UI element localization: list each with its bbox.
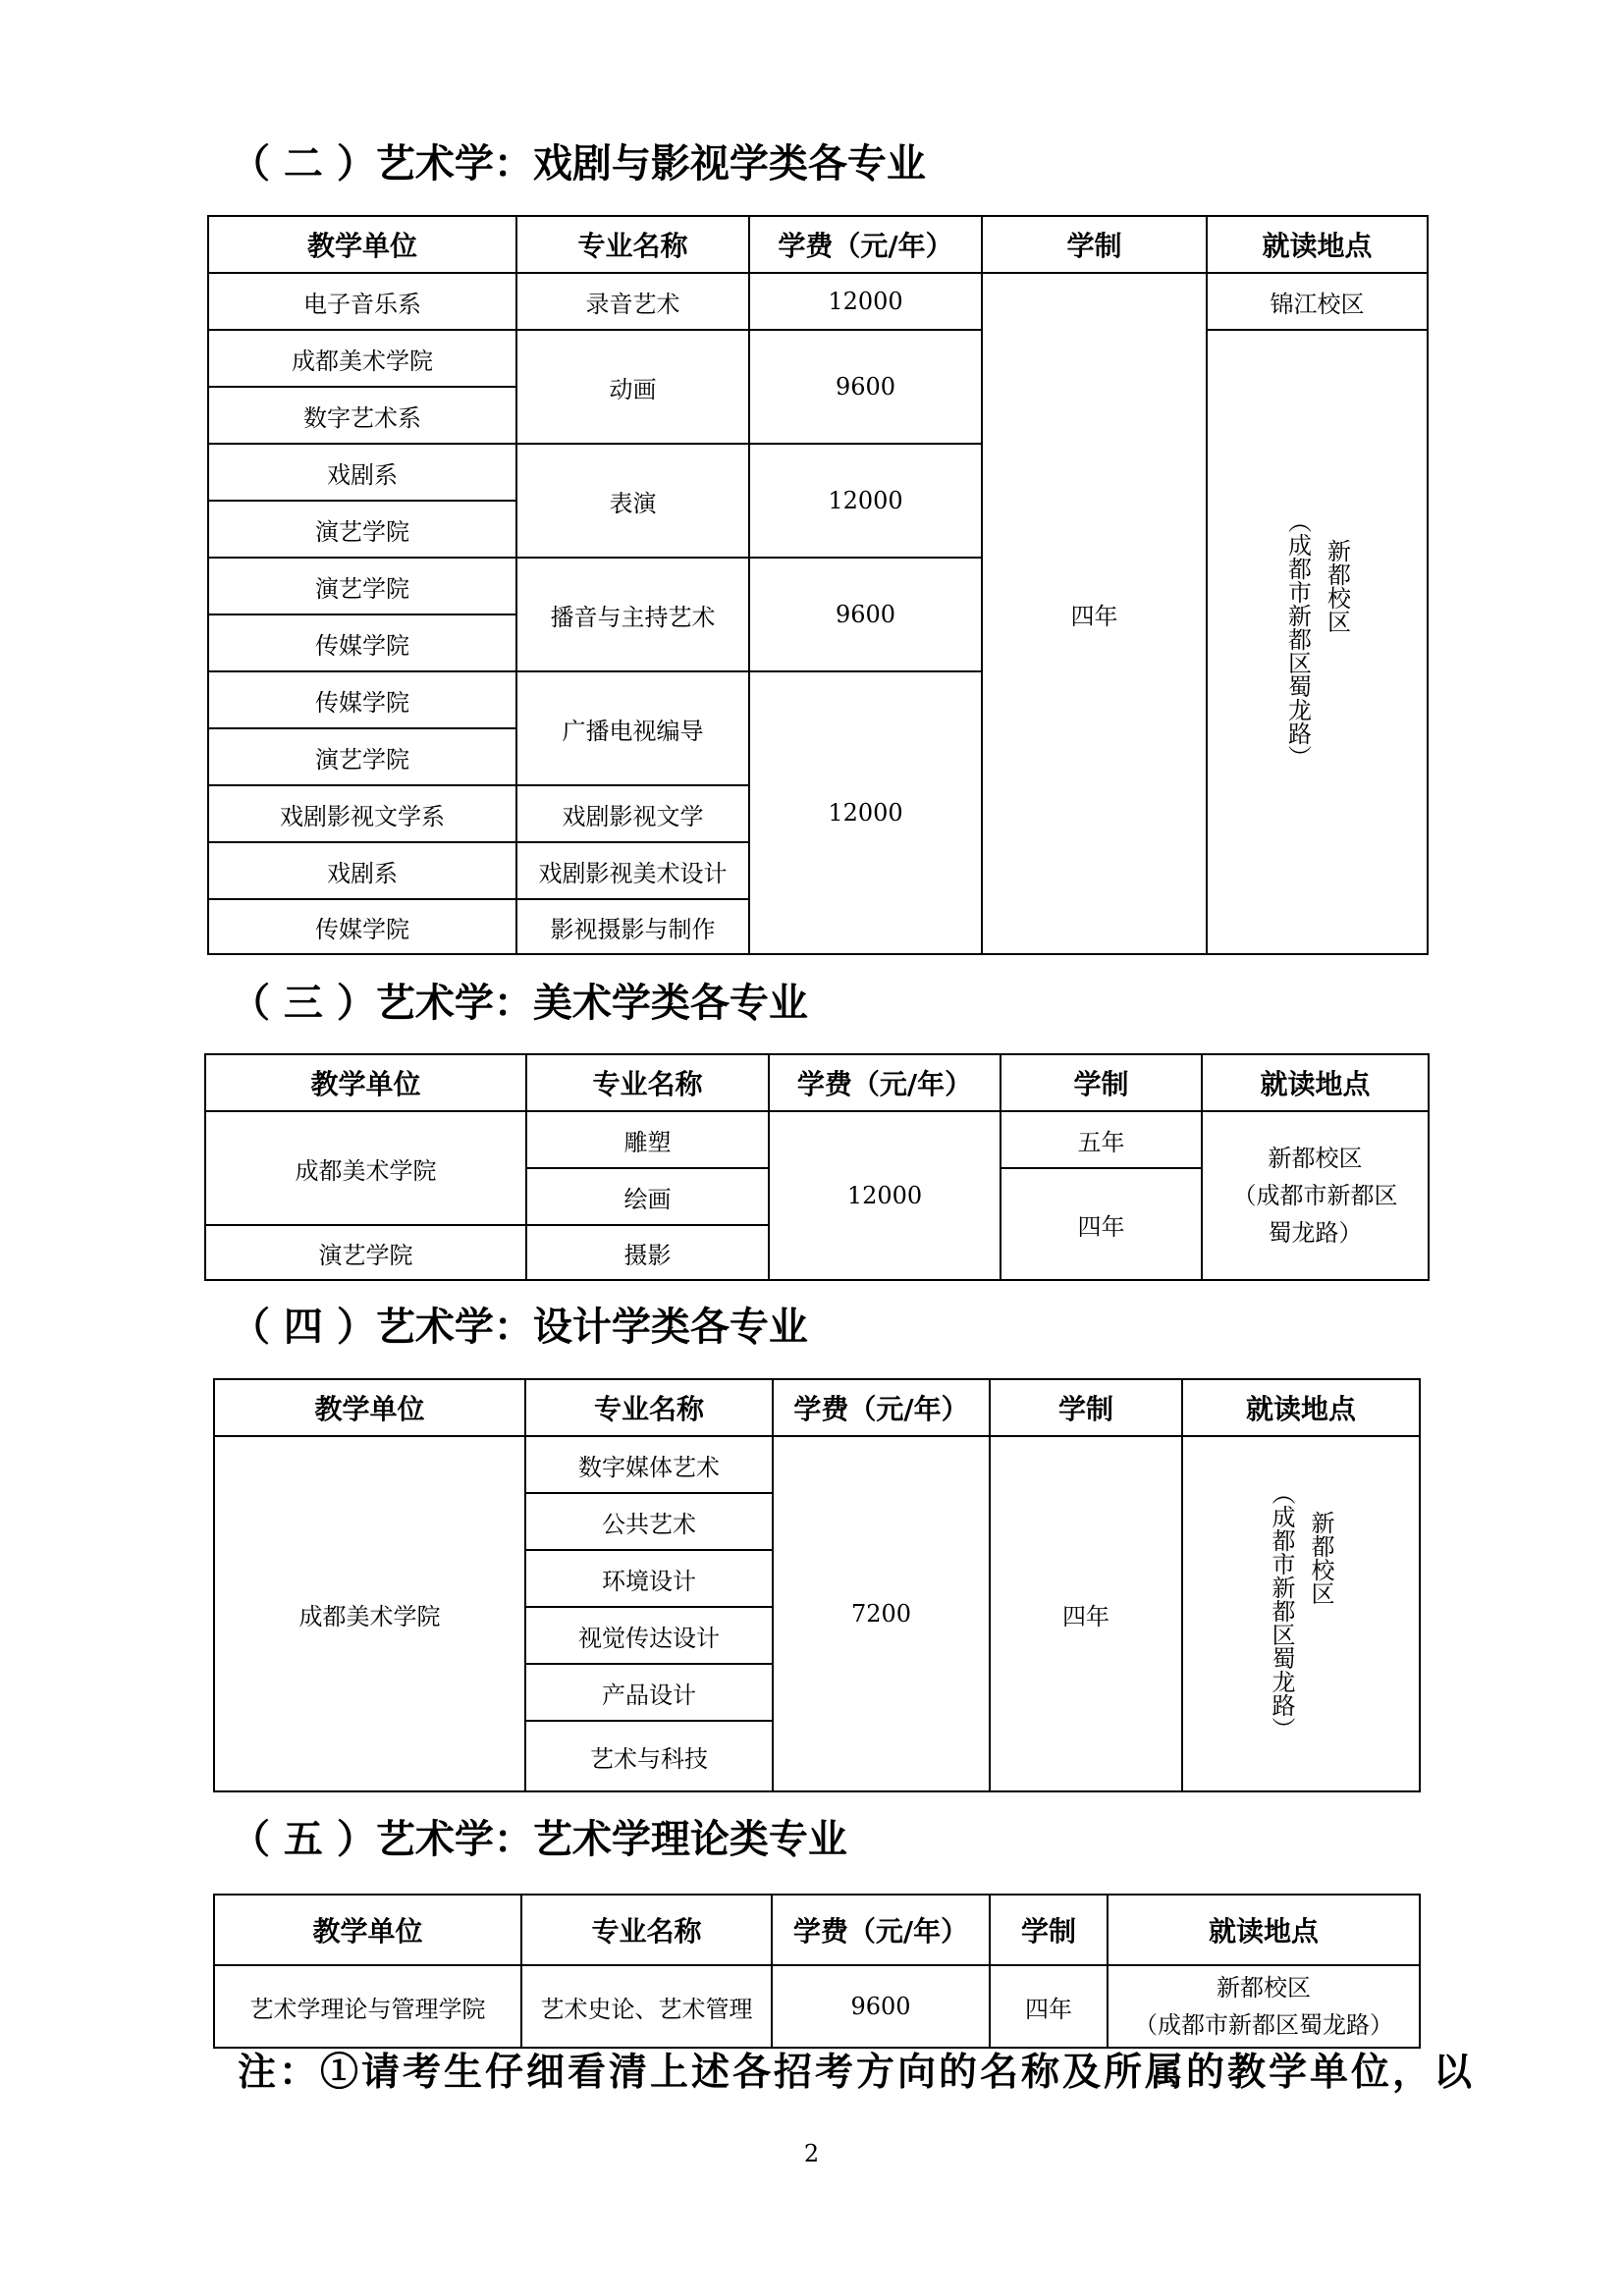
table-cell-unit: 戏剧系 <box>208 842 516 899</box>
table-cell-major: 视觉传达设计 <box>525 1607 773 1664</box>
table-cell-major: 戏剧影视文学 <box>516 785 749 842</box>
header-major: 专业名称 <box>516 216 749 273</box>
table-cell-fee: 9600 <box>749 558 982 671</box>
table-cell-duration: 四年 <box>990 1965 1108 2048</box>
header-unit: 教学单位 <box>214 1379 525 1436</box>
table-cell-major: 数字媒体艺术 <box>525 1436 773 1493</box>
table-cell-unit: 电子音乐系 <box>208 273 516 330</box>
table-cell-unit: 传媒学院 <box>208 614 516 671</box>
header-fee: 学费（元/年） <box>772 1895 990 1965</box>
table-cell-unit: 演艺学院 <box>208 728 516 785</box>
table-cell-major: 戏剧影视美术设计 <box>516 842 749 899</box>
table-fine-arts <box>204 1053 1430 1281</box>
section-title-2: （ 二 ）艺术学：戏剧与影视学类各专业 <box>231 141 926 187</box>
table-cell-fee: 12000 <box>749 444 982 558</box>
header-major: 专业名称 <box>521 1895 772 1965</box>
header-location: 就读地点 <box>1207 216 1428 273</box>
header-location: 就读地点 <box>1182 1379 1420 1436</box>
table-cell-duration: 五年 <box>1001 1111 1202 1168</box>
table-cell-unit: 传媒学院 <box>208 899 516 954</box>
table-drama-film <box>207 215 1429 955</box>
table-cell-unit: 戏剧影视文学系 <box>208 785 516 842</box>
header-fee: 学费（元/年） <box>749 216 982 273</box>
location-address: （成都市新都区蜀龙路） <box>1283 509 1312 769</box>
page-number: 2 <box>803 2140 820 2167</box>
header-duration: 学制 <box>982 216 1207 273</box>
table-cell-major: 雕塑 <box>526 1111 769 1168</box>
header-duration: 学制 <box>1001 1054 1202 1111</box>
table-cell-major: 影视摄影与制作 <box>516 899 749 954</box>
table-cell-location <box>1108 1965 1420 2048</box>
location-line: 蜀龙路） <box>1268 1219 1363 1247</box>
table-cell-major: 公共艺术 <box>525 1493 773 1550</box>
section-title-5: （ 五 ）艺术学：艺术学理论类专业 <box>231 1817 847 1862</box>
table-cell-major: 摄影 <box>526 1225 769 1280</box>
table-cell-major: 产品设计 <box>525 1664 773 1721</box>
table-cell-major: 动画 <box>516 330 749 444</box>
table-cell-unit: 成都美术学院 <box>205 1111 526 1225</box>
table-cell-fee: 9600 <box>749 330 982 444</box>
table-design <box>213 1378 1421 1792</box>
table-cell-location: 锦江校区 <box>1207 273 1428 330</box>
table-cell-major: 广播电视编导 <box>516 671 749 785</box>
header-fee: 学费（元/年） <box>773 1379 990 1436</box>
table-cell-duration: 四年 <box>982 273 1207 954</box>
table-cell-unit: 演艺学院 <box>205 1225 526 1280</box>
table-cell-major: 环境设计 <box>525 1550 773 1607</box>
header-duration: 学制 <box>990 1379 1182 1436</box>
location-campus: 新都校区 <box>1307 1511 1334 1605</box>
location-campus: 新都校区 <box>1323 539 1351 633</box>
table-cell-duration: 四年 <box>1001 1168 1202 1280</box>
table-cell-location <box>1207 330 1428 954</box>
table-cell-major: 录音艺术 <box>516 273 749 330</box>
header-duration: 学制 <box>990 1895 1108 1965</box>
header-location: 就读地点 <box>1108 1895 1420 1965</box>
table-art-theory <box>213 1894 1421 2049</box>
table-cell-unit: 演艺学院 <box>208 501 516 558</box>
footnote: 注：①请考生仔细看清上述各招考方向的名称及所属的教学单位，以 <box>238 2050 1476 2095</box>
table-cell-fee: 7200 <box>773 1436 990 1791</box>
location-line: （成都市新都区蜀龙路） <box>1134 2011 1393 2039</box>
header-major: 专业名称 <box>525 1379 773 1436</box>
section-title-3: （ 三 ）艺术学：美术学类各专业 <box>231 981 808 1026</box>
table-cell-unit: 成都美术学院 <box>208 330 516 387</box>
location-line: 新都校区 <box>1268 1145 1363 1172</box>
header-major: 专业名称 <box>526 1054 769 1111</box>
table-cell-fee: 12000 <box>749 671 982 954</box>
table-cell-unit: 成都美术学院 <box>214 1436 525 1791</box>
table-cell-fee: 9600 <box>772 1965 990 2048</box>
header-fee: 学费（元/年） <box>769 1054 1001 1111</box>
table-cell-unit: 艺术学理论与管理学院 <box>214 1965 521 2048</box>
table-cell-major: 艺术史论、艺术管理 <box>521 1965 772 2048</box>
table-cell-unit: 戏剧系 <box>208 444 516 501</box>
table-cell-unit: 数字艺术系 <box>208 387 516 444</box>
table-cell-major: 艺术与科技 <box>525 1721 773 1791</box>
header-unit: 教学单位 <box>214 1895 521 1965</box>
table-cell-major: 播音与主持艺术 <box>516 558 749 671</box>
location-address: （成都市新都区蜀龙路） <box>1268 1481 1295 1740</box>
table-cell-unit: 演艺学院 <box>208 558 516 614</box>
location-line: （成都市新都区 <box>1232 1182 1398 1209</box>
header-location: 就读地点 <box>1202 1054 1429 1111</box>
location-vertical <box>1283 509 1352 769</box>
header-unit: 教学单位 <box>205 1054 526 1111</box>
section-title-4: （ 四 ）艺术学：设计学类各专业 <box>231 1305 808 1350</box>
table-cell-fee: 12000 <box>769 1111 1001 1280</box>
table-cell-location <box>1202 1111 1429 1280</box>
table-cell-major: 绘画 <box>526 1168 769 1225</box>
table-cell-fee: 12000 <box>749 273 982 330</box>
location-vertical <box>1267 1481 1335 1740</box>
location-line: 新都校区 <box>1217 1974 1311 2002</box>
table-cell-duration: 四年 <box>990 1436 1182 1791</box>
table-cell-unit: 传媒学院 <box>208 671 516 728</box>
table-cell-major: 表演 <box>516 444 749 558</box>
header-unit: 教学单位 <box>208 216 516 273</box>
table-cell-location <box>1182 1436 1420 1791</box>
